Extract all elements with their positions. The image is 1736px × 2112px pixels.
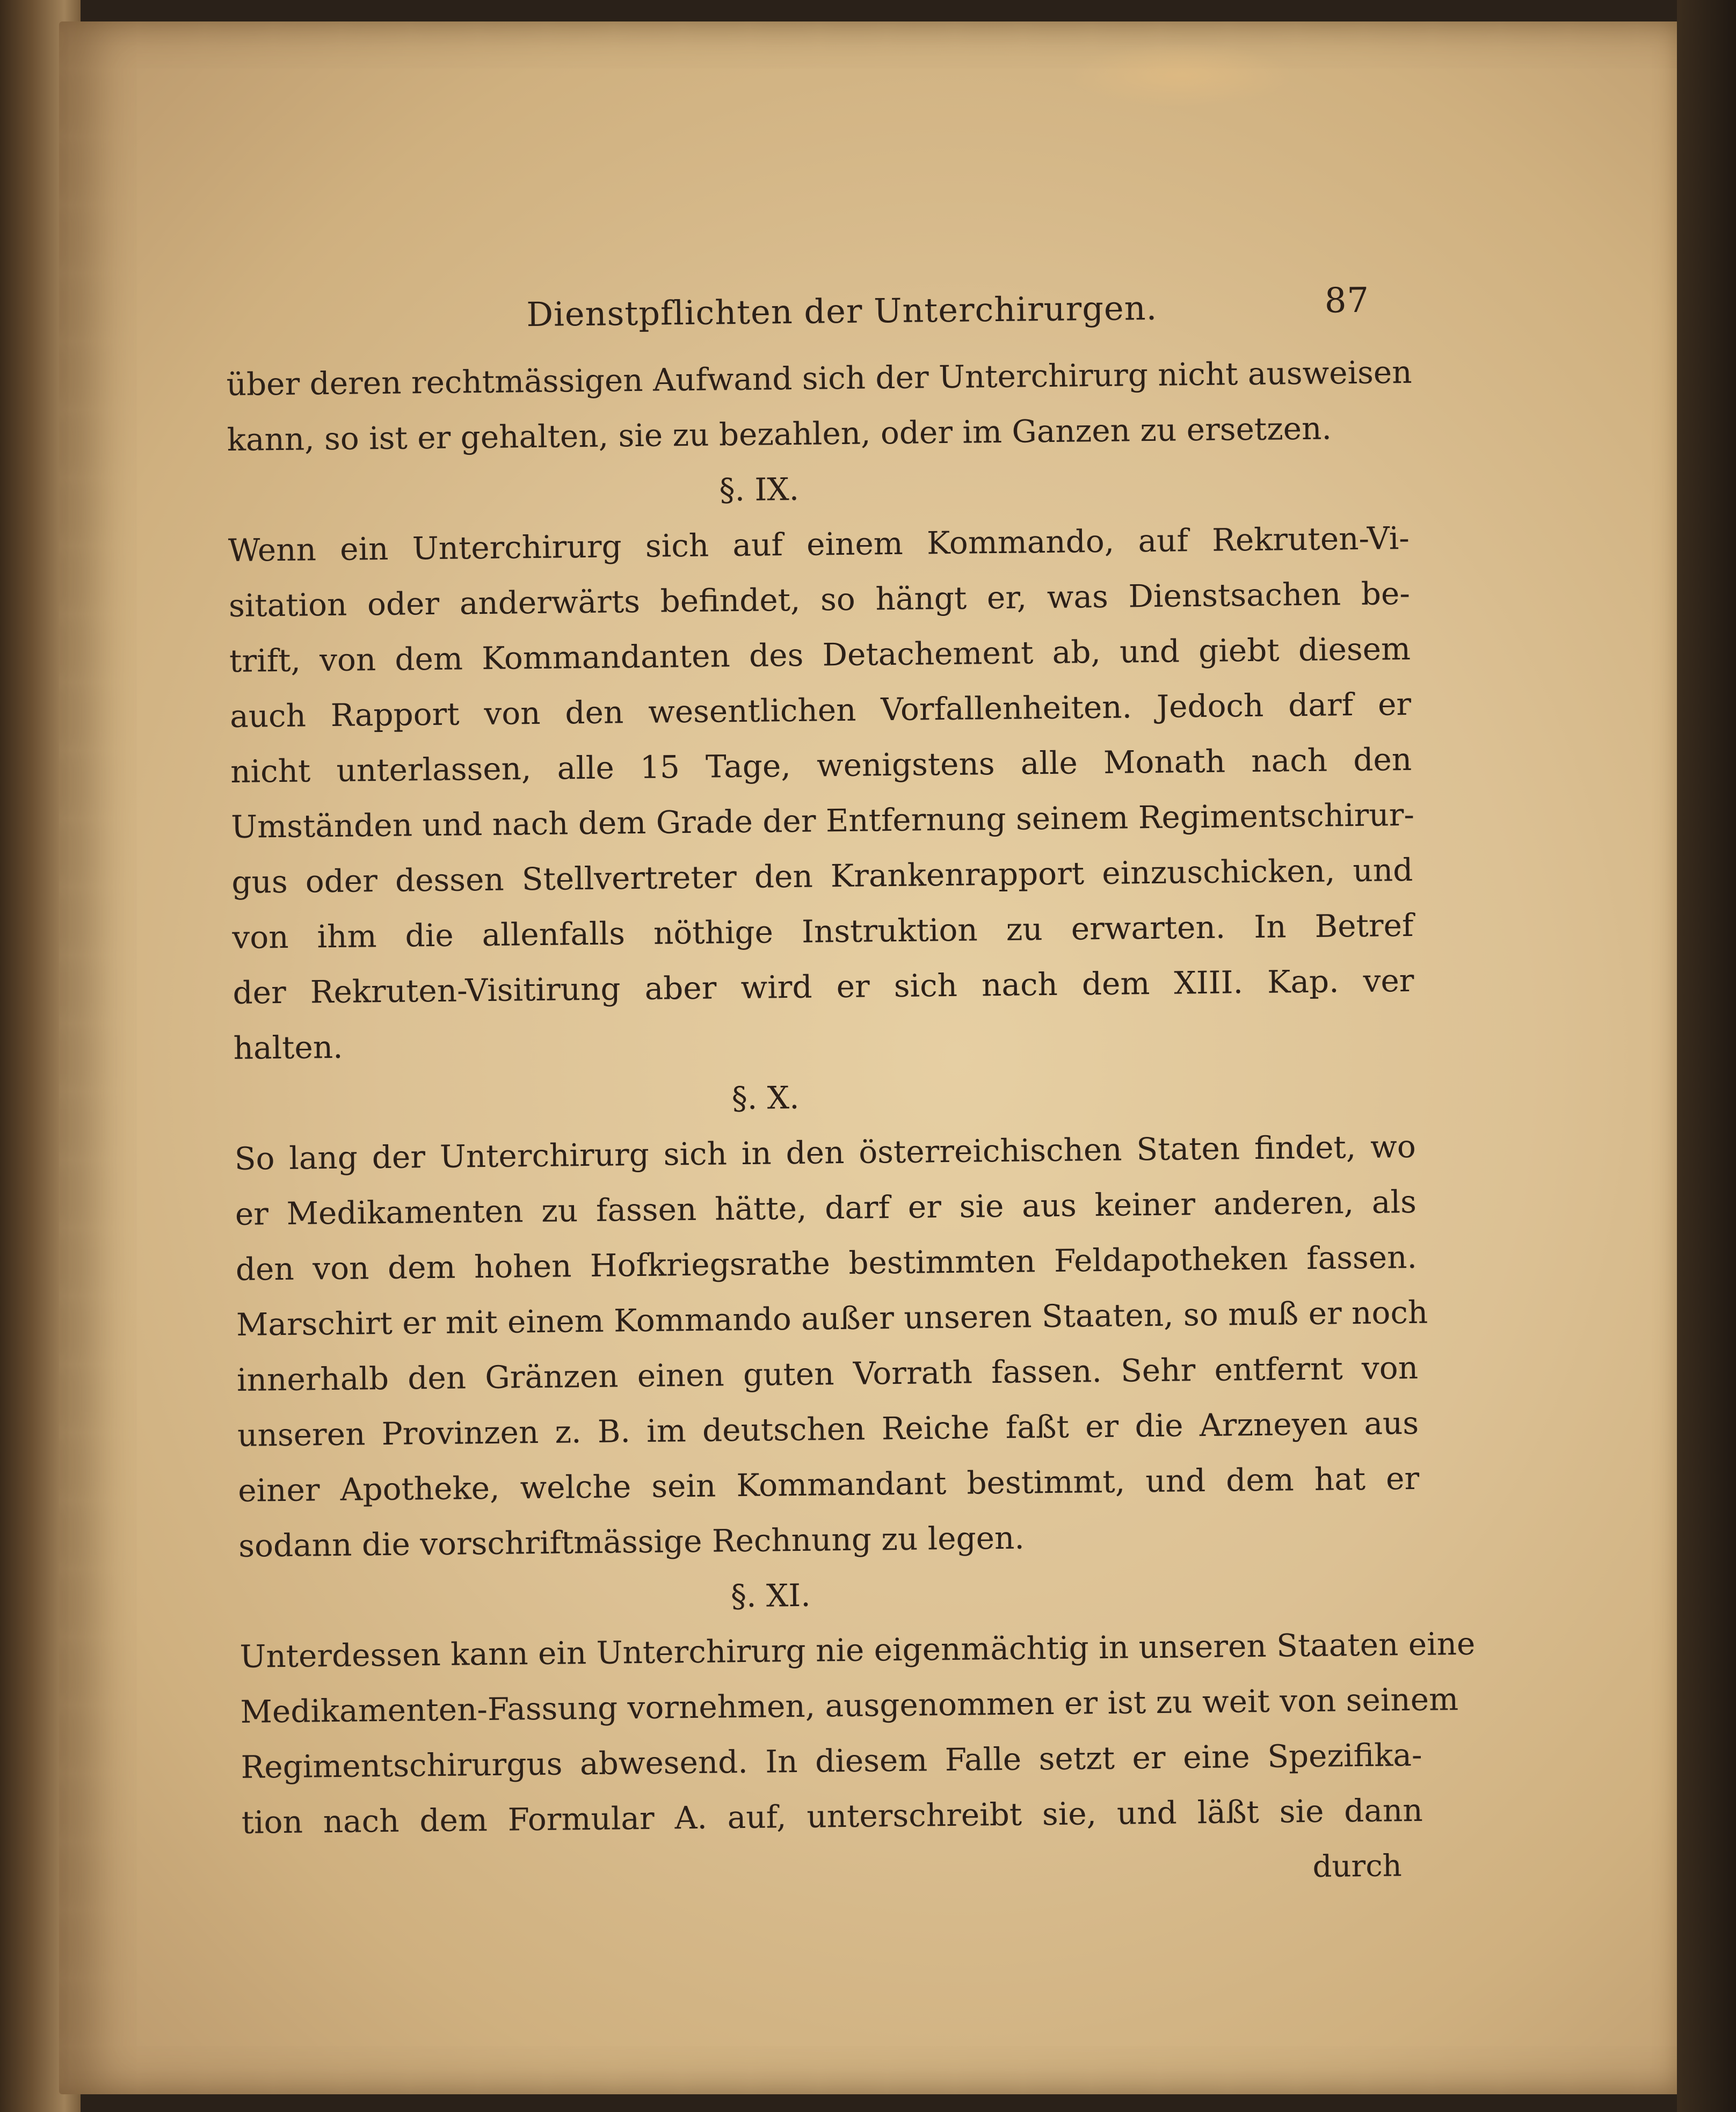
page-number: 87	[1324, 280, 1370, 321]
text-line: Medikamenten-Fassung vornehmen, ausgenommen er ist zu weit von seinem	[240, 1681, 1459, 1730]
text-line: So lang der Unterchirurg sich in den österreichischen Staten findet, wo	[234, 1128, 1417, 1177]
section-heading-ix: §. IX.	[719, 470, 800, 509]
text-line: unseren Provinzen z. B. im deutschen Reiche faßt er die Arzneyen aus	[237, 1404, 1419, 1454]
text-line: auch Rapport von den wesentlichen Vorfallenheiten. Jedoch darf er	[229, 685, 1412, 735]
text-line: halten.	[233, 1028, 343, 1066]
page-fore-edge	[1677, 0, 1736, 2112]
text-line: der Rekruten-Visitirung aber wird er sich nach dem XIII. Kap. ver	[233, 962, 1414, 1011]
text-line: trift, von dem Kommandanten des Detachement ab, und giebt diesem	[229, 630, 1411, 679]
text-line: gus oder dessen Stellvertreter den Krankenrapport einzuschicken, und	[231, 851, 1413, 901]
section-heading-x: §. X.	[731, 1079, 800, 1117]
text-line: den von dem hohen Hofkriegsrathe bestimmten Feldapotheken fassen.	[235, 1238, 1418, 1288]
running-head	[226, 280, 1407, 357]
text-line: sodann die vorschriftmässige Rechnung zu legen.	[238, 1519, 1025, 1564]
text-line: sitation oder anderwärts befindet, so hängt er, was Dienstsachen be-	[228, 575, 1411, 624]
text-line: Wenn ein Unterchirurg sich auf einem Kommando, auf Rekruten-Vi-	[228, 519, 1410, 569]
catchword: durch	[1312, 1848, 1403, 1884]
text-line: Marschirt er mit einem Kommando außer unseren Staaten, so muß er noch	[236, 1294, 1428, 1343]
text-line: kann, so ist er gehalten, sie zu bezahlen, oder im Ganzen zu ersetzen.	[227, 410, 1332, 458]
text-line: er Medikamenten zu fassen hätte, darf er sie aus keiner anderen, als	[235, 1183, 1417, 1232]
paper-stain	[1069, 43, 1294, 107]
text-line: über deren rechtmässigen Aufwand sich der Unterchirurg nicht ausweisen	[226, 353, 1412, 403]
text-line: Regimentschirurgus abwesend. In diesem Falle setzt er eine Spezifika-	[241, 1736, 1422, 1786]
text-block	[226, 280, 1476, 1906]
running-title: Dienstpflichten der Unterchirurgen.	[526, 288, 1158, 335]
text-line: einer Apotheke, welche sein Kommandant bestimmt, und dem hat er	[237, 1460, 1420, 1509]
text-line: Unterdessen kann ein Unterchirurg nie eigenmächtig in unseren Staaten eine	[239, 1625, 1476, 1675]
text-line: von ihm die allenfalls nöthige Instruktion zu erwarten. In Betref	[232, 906, 1414, 956]
text-line: nicht unterlassen, alle 15 Tage, wenigstens alle Monath nach den	[230, 741, 1412, 790]
section-heading-xi: §. XI.	[730, 1577, 811, 1615]
text-line: innerhalb den Gränzen einen guten Vorrath fassen. Sehr entfernt von	[236, 1349, 1419, 1398]
text-line: tion nach dem Formular A. auf, unterschreibt sie, und läßt sie dann	[241, 1791, 1423, 1841]
text-line: Umständen und nach dem Grade der Entfernung seinem Regimentschirur-	[230, 796, 1415, 845]
